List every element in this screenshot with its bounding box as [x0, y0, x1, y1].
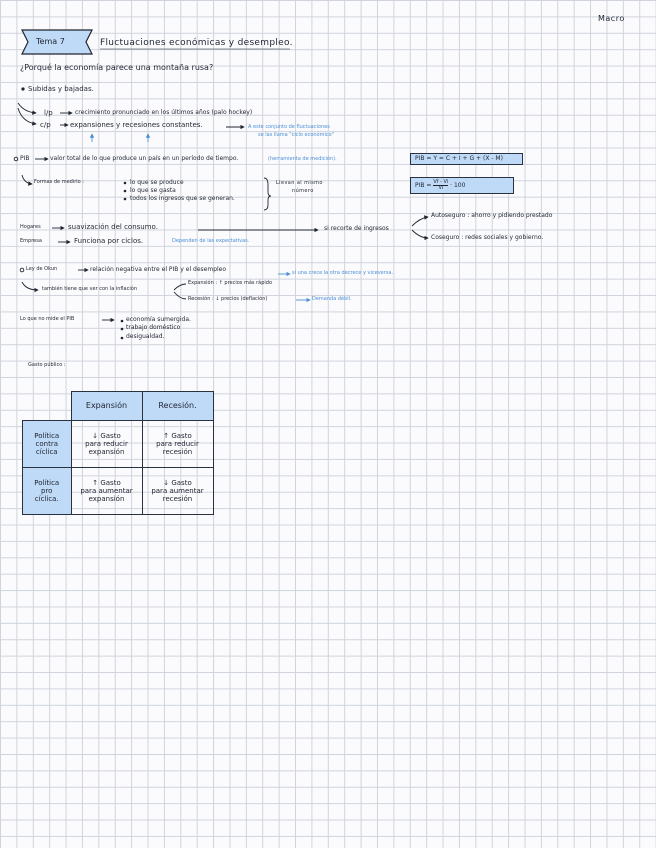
- cp-text: expansiones y recesiones constantes.: [70, 121, 203, 129]
- lp-branch: [18, 103, 36, 113]
- empresa-text: Funciona por ciclos.: [74, 237, 144, 245]
- table-header-recesion: Recesión.: [142, 392, 213, 421]
- cell21-line2: para aumentar: [80, 486, 133, 495]
- no-mide-item-2: trabajo doméstico: [126, 324, 181, 331]
- okun-label: Ley de Okun: [26, 266, 58, 272]
- formas-label: Formas de medirlo :: [34, 179, 84, 185]
- cp-label: c/p: [40, 121, 51, 129]
- table-row-header-pro: [23, 468, 72, 515]
- bullet-forma-1: [124, 182, 127, 185]
- pib-formula-box: PIB = Y = C + I + G + (X - M): [410, 153, 523, 165]
- okun-text: relación negativa entre el PIB y el desempleo: [90, 266, 227, 273]
- row1-line2: contra: [35, 439, 58, 448]
- subject-label: Macro: [598, 14, 625, 23]
- autoseguro-branch: [412, 217, 428, 226]
- empresa-expectativas: Dependen de las expectativas.: [172, 238, 250, 244]
- cell11-line2: para reducir: [85, 439, 128, 448]
- cell22-line3: recesión: [162, 495, 193, 504]
- hogares-label: Hogares: [20, 224, 41, 230]
- llevan-brace: [264, 178, 271, 210]
- table-row: [23, 468, 214, 515]
- table-cell-pro-expansion: [71, 468, 142, 515]
- tema-label: Tema 7: [36, 37, 65, 46]
- table-header-expansion: Expansión: [71, 392, 142, 421]
- cell22-line1: ↓ Gasto: [163, 478, 192, 487]
- forma-item-3: todos los ingresos que se generan.: [130, 195, 235, 202]
- recesion-branch: [174, 292, 186, 299]
- pib-growth-formula-box: [410, 177, 514, 194]
- autoseguro-text: Autoseguro : ahorro y pidiendo prestado: [431, 212, 553, 219]
- table-cell-contra-expansion: [71, 421, 142, 468]
- row2-line1: Política: [34, 478, 60, 487]
- bullet-subidas: [21, 87, 24, 90]
- cell22-line2: para aumentar: [151, 486, 204, 495]
- lp-label: l/p: [44, 109, 53, 117]
- ciclo-line-1: A este conjunto de fluctuaciones: [248, 124, 330, 130]
- pib-growth-numerator: Vf - Vi: [433, 179, 449, 185]
- bullet-nomide-1: [121, 320, 124, 323]
- cell11-line1: ↓ Gasto: [92, 431, 121, 440]
- pib-growth-denominator: Vi: [438, 185, 444, 191]
- cell12-line3: recesión: [162, 448, 193, 457]
- lp-text: crecimiento pronunciado en los últimos años (palo hockey): [75, 109, 253, 116]
- forma-item-2: lo que se gasta: [130, 187, 176, 194]
- cell21-line3: expansión: [88, 495, 125, 504]
- cell21-line1: ↑ Gasto: [92, 478, 121, 487]
- subidas-text: Subidas y bajadas.: [28, 85, 94, 93]
- bullet-pib: [14, 157, 18, 161]
- pib-tool-note: (herramienta de medición).: [268, 156, 337, 162]
- expansion-branch: [174, 284, 186, 290]
- pib-label: PIB: [20, 155, 30, 162]
- pib-definition: valor total de lo que produce un país en un período de tiempo.: [50, 155, 239, 162]
- row1-line3: cíclica: [35, 448, 58, 457]
- ciclo-line-2: se las llama "ciclo económico": [258, 132, 334, 138]
- coseguro-text: Coseguro : redes sociales y gobierno.: [431, 234, 544, 241]
- demanda-debil: Demanda débil.: [312, 296, 352, 302]
- formas-branch: [22, 175, 32, 184]
- bullet-okun: [20, 268, 24, 272]
- cell12-line1: ↑ Gasto: [163, 431, 192, 440]
- pib-growth-fraction: [433, 180, 448, 191]
- llevan-line-1: Llevan al mismo: [276, 180, 323, 186]
- cell12-line2: para reducir: [156, 439, 199, 448]
- bullet-forma-2: [124, 190, 127, 193]
- no-mide-label: Lo que no mide el PIB: [20, 316, 75, 322]
- recesion-item: Recesión : ↓ precios (deflación): [188, 296, 268, 302]
- table-header-row: [23, 392, 214, 421]
- page-title: Fluctuaciones económicas y desempleo.: [100, 38, 293, 48]
- row2-line2: pro: [41, 486, 53, 495]
- recorte-text: si recorte de ingresos: [324, 225, 389, 232]
- pib-growth-right: · 100: [450, 182, 466, 189]
- inflacion-text: también tiene que ver con la inflación: [42, 286, 137, 292]
- no-mide-item-1: economía sumergida.: [126, 316, 191, 323]
- pib-growth-left: PIB =: [415, 182, 432, 189]
- table-row-header-contra: [23, 421, 72, 468]
- okun-blue-note: si una crece la otra decrece y viceversa.: [292, 270, 394, 276]
- table-row: [23, 421, 214, 468]
- table-cell-pro-recesion: [142, 468, 213, 515]
- bullet-nomide-3: [121, 337, 124, 340]
- no-mide-item-3: desigualdad.: [126, 333, 165, 340]
- row2-line3: cíclica.: [34, 495, 59, 504]
- expansion-item: Expansión : ↑ precios más rápido: [188, 280, 273, 286]
- table-corner-cell: [23, 392, 72, 421]
- forma-item-1: lo que se produce: [130, 179, 184, 186]
- inflacion-branch: [22, 282, 38, 290]
- gasto-publico-title: Gasto público :: [28, 362, 66, 368]
- bullet-forma-3: [124, 198, 127, 201]
- gasto-publico-table: [22, 391, 214, 515]
- row1-line1: Política: [34, 431, 60, 440]
- table-cell-contra-recesion: [142, 421, 213, 468]
- llevan-line-2: número: [292, 188, 314, 194]
- bullet-nomide-2: [121, 328, 124, 331]
- coseguro-branch: [412, 230, 428, 238]
- cell11-line3: expansión: [88, 448, 125, 457]
- hogares-text: suavización del consumo.: [68, 223, 158, 231]
- question-text: ¿Porqué la economía parece una montaña rusa?: [20, 63, 214, 72]
- empresa-label: Empresa: [20, 238, 42, 244]
